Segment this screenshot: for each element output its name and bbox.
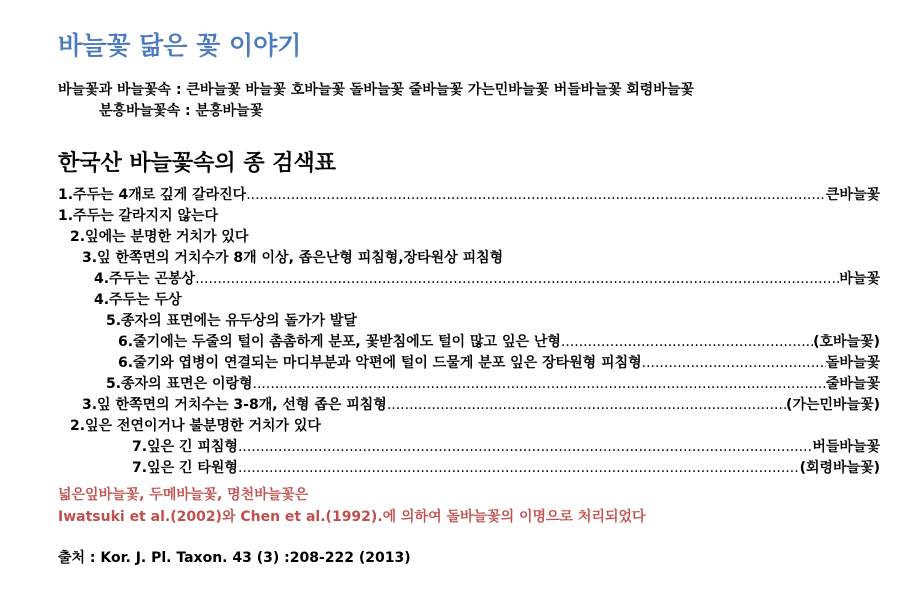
synonym-note-line2: Iwatsuki et al.(2002)와 Chen et al.(1992).에 의하여 돌바늘꽃의 이명으로 처리되었다 <box>58 509 646 525</box>
key-title: 한국산 바늘꽃속의 종 검색표 <box>58 151 337 176</box>
key-result: 줄바늘꽃 <box>825 376 880 392</box>
key-line <box>58 416 880 437</box>
key-text: 4.주두는 두상 <box>94 292 182 308</box>
key-text: 6.줄기와 엽병이 연결되는 마디부분과 악편에 털이 드물게 분포 잎은 장타원형 피침형 ..... <box>118 353 826 374</box>
key-result: (회령바늘꽃) <box>799 460 880 476</box>
source-citation: 출처 : Kor. J. Pl. Taxon. 43 (3) :208-222 (2013) <box>58 550 411 566</box>
key-text: 3.잎 한쪽면의 거치수는 3-8개, 선형 좁은 피침형 ..... <box>82 395 786 416</box>
key-text: 3.잎 한쪽면의 거치수가 8개 이상, 좁은난형 피침형,장타원상 피침형 <box>82 250 504 266</box>
key-result: 바늘꽃 <box>839 271 880 287</box>
species-key <box>58 185 880 479</box>
key-line <box>58 437 880 458</box>
key-line <box>58 269 880 290</box>
genus-row-epilobium: 바늘꽃과 바늘꽃속 : 큰바늘꽃 바늘꽃 호바늘꽃 돌바늘꽃 줄바늘꽃 가는민바늘꽃 버들바늘꽃 회령바늘꽃 <box>58 82 694 98</box>
page-title: 바늘꽃 닮은 꽃 이야기 <box>58 31 302 60</box>
key-text: 7.잎은 긴 타원형 ..... <box>132 458 800 479</box>
key-line <box>58 206 880 227</box>
key-text: 5.종자의 표면에는 유두상의 돌가가 발달 <box>106 313 357 329</box>
key-text: 5.종자의 표면은 이랑형 ..... <box>106 374 826 395</box>
key-result: 버들바늘꽃 <box>812 439 880 455</box>
key-text: 2.잎은 전연이거나 불분명한 거치가 있다 <box>70 418 321 434</box>
key-result: 큰바늘꽃 <box>825 187 880 203</box>
synonym-note <box>58 484 646 528</box>
synonym-note-line1: 넓은잎바늘꽃, 두메바늘꽃, 명천바늘꽃은 <box>58 487 309 503</box>
key-text: 7.잎은 긴 피침형 ..... <box>132 437 812 458</box>
key-line <box>58 311 880 332</box>
key-result: 돌바늘꽃 <box>825 355 880 371</box>
key-text: 4.주두는 곤봉상 ..... <box>94 269 839 290</box>
key-line <box>58 332 880 353</box>
key-result: (가는민바늘꽃) <box>786 397 880 413</box>
genus-list <box>58 80 694 122</box>
key-line <box>58 374 880 395</box>
key-text: 1.주두는 4개로 깊게 갈라진다 ..... <box>58 185 826 206</box>
key-text: 2.잎에는 분명한 거치가 있다 <box>70 229 249 245</box>
key-line <box>58 458 880 479</box>
key-line <box>58 248 880 269</box>
key-line <box>58 395 880 416</box>
genus-row-chamerion: 분홍바늘꽃속 : 분홍바늘꽃 <box>99 103 264 119</box>
key-result: (호바늘꽃) <box>813 334 880 350</box>
key-line <box>58 227 880 248</box>
key-text: 1.주두는 갈라지지 않는다 <box>58 208 219 224</box>
key-line <box>58 353 880 374</box>
key-line <box>58 290 880 311</box>
key-text: 6.줄기에는 두줄의 털이 촘촘하게 분포, 꽃받침에도 털이 많고 잎은 난형 ..... <box>118 332 813 353</box>
key-line <box>58 185 880 206</box>
